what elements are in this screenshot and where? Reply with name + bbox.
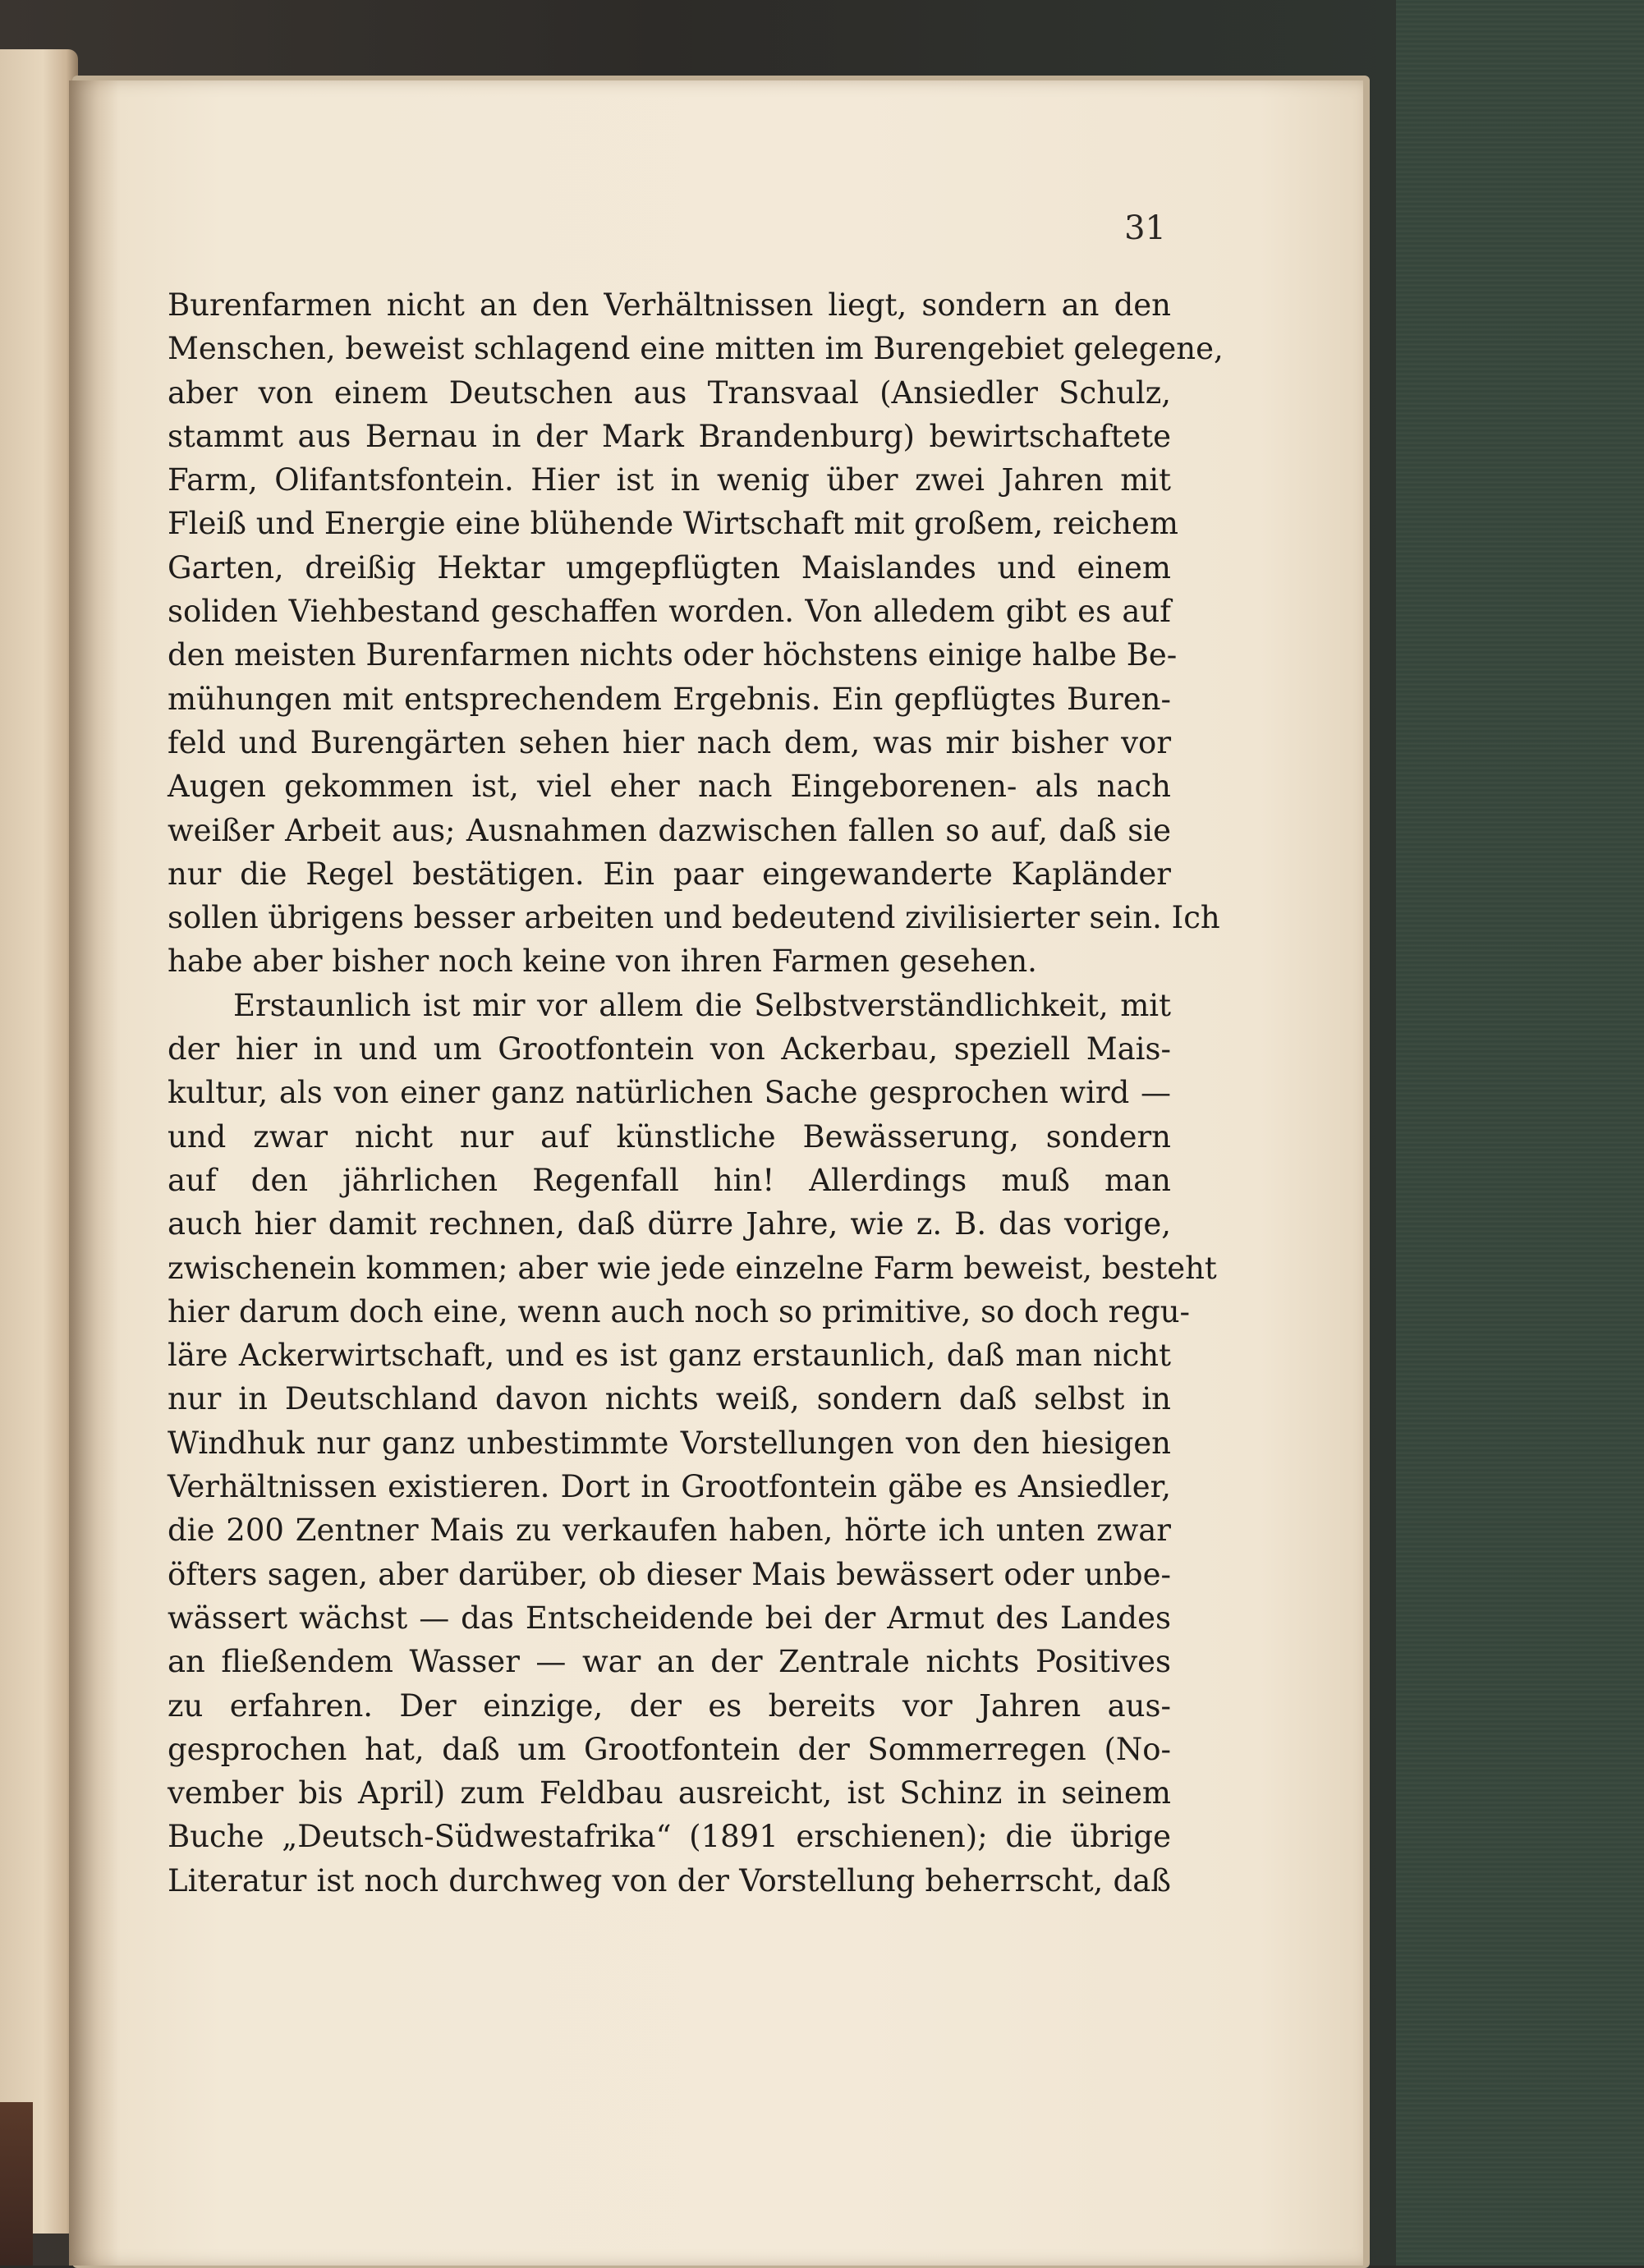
text-line: Augen gekommen ist, viel eher nach Eingeborenen- als nach xyxy=(168,769,1171,805)
book-cover-edge xyxy=(0,2102,33,2266)
paragraph-start-line: Erstaunlich ist mir vor allem die Selbstverständlichkeit, mit xyxy=(233,987,1171,1023)
text-line: zwischenein kommen; aber wie jede einzelne Farm beweist, besteht xyxy=(168,1250,1217,1286)
text-line: aber von einem Deutschen aus Transvaal (Ansiedler Schulz, xyxy=(168,374,1171,411)
text-line: Menschen, beweist schlagend eine mitten im Burengebiet gelegene, xyxy=(168,331,1224,367)
text-line: mühungen mit entsprechendem Ergebnis. Ein gepflügtes Buren- xyxy=(168,681,1171,717)
text-line: feld und Burengärten sehen hier nach dem, was mir bisher vor xyxy=(168,724,1171,760)
text-line: sollen übrigens besser arbeiten und bedeutend zivilisierter sein. Ich xyxy=(168,900,1220,936)
text-line: läre Ackerwirtschaft, und es ist ganz erstaunlich, daß man nicht xyxy=(168,1338,1171,1374)
text-line: Burenfarmen nicht an den Verhältnissen liegt, sondern an den xyxy=(168,287,1171,323)
text-line: gesprochen hat, daß um Grootfontein der Sommerregen (No- xyxy=(168,1731,1171,1767)
text-line: öfters sagen, aber darüber, ob dieser Mais bewässert oder unbe- xyxy=(168,1556,1171,1592)
text-line: kultur, als von einer ganz natürlichen Sache gesprochen wird — xyxy=(168,1075,1171,1111)
page-gutter-shadow xyxy=(69,80,118,2266)
text-line: zu erfahren. Der einzige, der es bereits vor Jahren aus- xyxy=(168,1687,1171,1724)
text-line: hier darum doch eine, wenn auch noch so primitive, so doch regu- xyxy=(168,1293,1191,1329)
text-line: wässert wächst — das Entscheidende bei der Armut des Landes xyxy=(168,1600,1171,1636)
body-text xyxy=(168,283,1224,1903)
text-line: weißer Arbeit aus; Ausnahmen dazwischen fallen so auf, daß sie xyxy=(168,812,1171,848)
text-line: nur die Regel bestätigen. Ein paar eingewanderte Kapländer xyxy=(168,856,1171,892)
text-line: Garten, dreißig Hektar umgepflügten Maislandes und einem xyxy=(168,549,1171,585)
page-number: 31 xyxy=(1124,209,1166,247)
text-line: Farm, Olifantsfontein. Hier ist in wenig über zwei Jahren mit xyxy=(168,462,1171,498)
text-line: Buche „Deutsch-Südwestafrika“ (1891 erschienen); die übrige xyxy=(168,1819,1171,1855)
text-line: der hier in und um Grootfontein von Ackerbau, speziell Mais- xyxy=(168,1031,1171,1067)
facing-page-edge xyxy=(0,49,78,2234)
text-line: Verhältnissen existieren. Dort in Grootfontein gäbe es Ansiedler, xyxy=(168,1469,1171,1505)
text-line: nur in Deutschland davon nichts weiß, sondern daß selbst in xyxy=(168,1381,1171,1417)
text-line: den meisten Burenfarmen nichts oder höchstens einige halbe Be- xyxy=(168,637,1178,673)
green-cloth-background xyxy=(1396,0,1644,2266)
text-line: auch hier damit rechnen, daß dürre Jahre, wie z. B. das vorige, xyxy=(168,1206,1171,1242)
text-line: auf den jährlichen Regenfall hin! Allerdings muß man xyxy=(168,1162,1171,1198)
text-line: Fleiß und Energie eine blühende Wirtschaft mit großem, reichem xyxy=(168,506,1178,542)
text-line: Literatur ist noch durchweg von der Vorstellung beherrscht, daß xyxy=(168,1862,1171,1898)
text-line: vember bis April) zum Feldbau ausreicht, ist Schinz in seinem xyxy=(168,1775,1171,1811)
text-line: stammt aus Bernau in der Mark Brandenburg) bewirtschaftete xyxy=(168,418,1171,454)
text-line: an fließendem Wasser — war an der Zentrale nichts Positives xyxy=(168,1644,1171,1680)
text-line: die 200 Zentner Mais zu verkaufen haben, hörte ich unten zwar xyxy=(168,1513,1171,1549)
text-line: habe aber bisher noch keine von ihren Farmen gesehen. xyxy=(168,943,1037,980)
text-line: und zwar nicht nur auf künstliche Bewässerung, sondern xyxy=(168,1118,1171,1155)
text-line: soliden Viehbestand geschaffen worden. Von alledem gibt es auf xyxy=(168,594,1171,630)
text-line: Windhuk nur ganz unbestimmte Vorstellungen von den hiesigen xyxy=(168,1425,1171,1461)
